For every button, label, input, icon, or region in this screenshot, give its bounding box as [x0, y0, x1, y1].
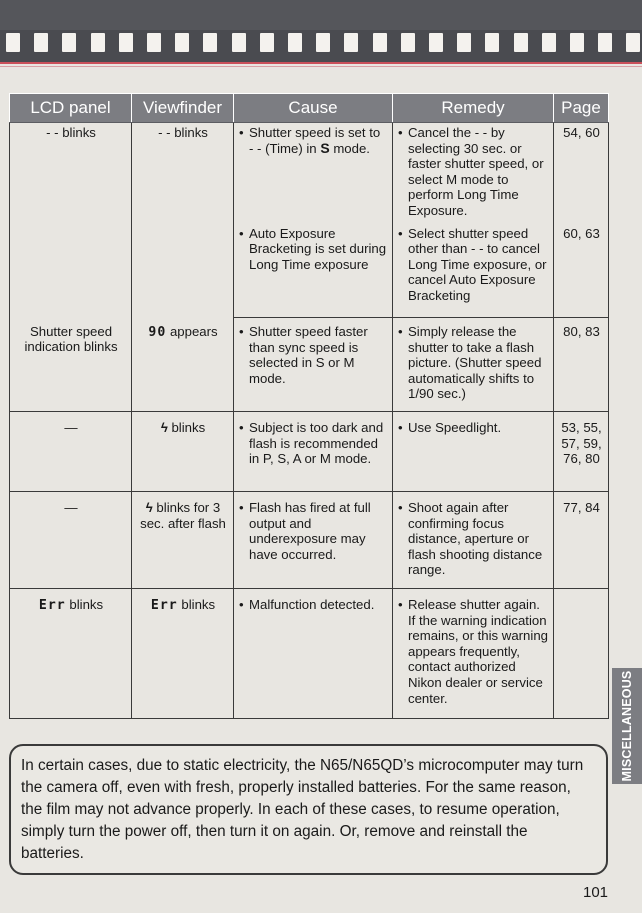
lcd-text: —	[64, 420, 78, 435]
table-row	[10, 589, 609, 719]
sprocket-hole	[62, 33, 76, 52]
cause-cell: • Shutter speed faster than sync speed is selected in S or M mode.	[234, 318, 393, 412]
error-glyph: Err	[150, 598, 178, 613]
viewfinder-cell	[132, 412, 234, 492]
viewfinder-cell	[132, 123, 234, 318]
viewfinder-text: blinks for 3 sec. after flash	[140, 500, 226, 531]
cause-cell: • Flash has fired at full output and underexposure may have occurred.	[234, 492, 393, 589]
sprocket-hole	[542, 33, 556, 52]
sprocket-hole	[147, 33, 161, 52]
cause-cell: • Subject is too dark and flash is recommended in P, S, A or M mode.	[234, 412, 393, 492]
sprocket-hole	[6, 33, 20, 52]
page-ref: 53, 55, 57, 59, 76, 80	[561, 420, 602, 467]
sprocket-hole	[232, 33, 246, 52]
sprocket-hole	[344, 33, 358, 52]
flash-icon: ϟ	[160, 420, 168, 435]
viewfinder-text: appears	[166, 323, 218, 339]
cause-cell: • Malfunction detected.	[234, 589, 393, 719]
sprocket-hole	[373, 33, 387, 52]
sprocket-hole	[175, 33, 189, 52]
lcd-text: - - blinks	[46, 125, 96, 140]
remedy-text: Cancel the - - by selecting 30 sec. or faster shutter speed, or select M mode to perform Long Time Exposure.	[408, 125, 544, 218]
page-ref: 60, 63	[563, 225, 600, 241]
cause-text: Subject is too dark and flash is recommended in P, S, A or M mode.	[249, 420, 384, 467]
viewfinder-text: - - blinks	[158, 125, 208, 140]
lcd-text: —	[64, 500, 78, 515]
troubleshooting-table	[9, 93, 609, 719]
header-page: Page	[554, 94, 609, 123]
sprocket-hole	[485, 33, 499, 52]
sprocket-hole	[316, 33, 330, 52]
page-cell	[554, 123, 609, 226]
page-cell	[554, 226, 609, 318]
cause-text: - - (Time) in	[249, 140, 321, 156]
page-cell	[554, 412, 609, 492]
cause-text: Shutter speed is set to	[249, 125, 381, 140]
page-ref: 77, 84	[563, 500, 600, 515]
remedy-cell: • Use Speedlight.	[393, 412, 554, 492]
table-row	[10, 318, 609, 412]
header-remedy: Remedy	[393, 94, 554, 123]
sprocket-hole	[34, 33, 48, 52]
page-ref: 80, 83	[563, 324, 600, 339]
page-number: 101	[583, 884, 609, 901]
lcd-text: Shutter speed indication blinks	[24, 323, 118, 355]
remedy-text: Use Speedlight.	[408, 420, 502, 435]
sprocket-hole	[598, 33, 612, 52]
sprocket-hole	[91, 33, 105, 52]
table-row	[10, 412, 609, 492]
lcd-cell	[10, 492, 132, 589]
lcd-cell	[10, 589, 132, 719]
accent-rule	[0, 62, 642, 64]
sprocket-hole	[119, 33, 133, 52]
header-lcd-panel: LCD panel	[10, 94, 132, 123]
sprocket-hole	[457, 33, 471, 52]
table-row	[10, 123, 609, 226]
sprocket-hole	[260, 33, 274, 52]
remedy-cell: • Shoot again after confirming focus distance, aperture or flash shooting distance range.	[393, 492, 554, 589]
cause-text: Shutter speed faster than sync speed is selected in S or M mode.	[249, 324, 368, 386]
cause-text: Malfunction detected.	[249, 597, 375, 612]
sprocket-hole	[288, 33, 302, 52]
lcd-text: blinks	[65, 597, 104, 612]
cause-text: Flash has fired at full output and underexposure may have occurred.	[249, 500, 371, 562]
viewfinder-cell	[132, 318, 234, 412]
page-cell	[554, 492, 609, 589]
remedy-cell: • Simply release the shutter to take a flash picture. (Shutter speed automatically shifts to 1/90 sec.)	[393, 318, 554, 412]
cause-cell: • Shutter speed is set to - - (Time) in S mode.	[234, 123, 393, 226]
remedy-text: Shoot again after confirming focus distance, aperture or flash shooting distance range.	[408, 500, 543, 578]
cause-cell: • Auto Exposure Bracketing is set during Long Time exposure	[234, 226, 393, 318]
page-ref: 54, 60	[563, 125, 600, 140]
page-cell	[554, 589, 609, 719]
note-text: In certain cases, due to static electricity, the N65/N65QD’s microcomputer may turn the camera off, even with fresh, properly installed batteries. For the same reason, the film may not advance properly. In each of these cases, to resume operation, simply turn the power off, then turn it on again. Or, remove and reinstall the batteries.	[21, 757, 584, 862]
sprocket-hole	[203, 33, 217, 52]
sprocket-hole	[570, 33, 584, 52]
accent-rule-thin	[0, 66, 642, 67]
film-strip-top-band	[0, 0, 642, 30]
remedy-cell: • Cancel the - - by selecting 30 sec. or faster shutter speed, or select M mode to perform Long Time Exposure.	[393, 123, 554, 226]
remedy-cell: • Select shutter speed other than - - to cancel Long Time exposure, or cancel Auto Exposure Bracketing	[393, 226, 554, 318]
viewfinder-cell	[132, 492, 234, 589]
lcd-cell	[10, 318, 132, 412]
sync-speed-glyph: 90	[148, 324, 167, 340]
lcd-cell	[10, 123, 132, 318]
static-electricity-note	[9, 744, 608, 875]
viewfinder-cell	[132, 589, 234, 719]
cause-text: mode.	[329, 140, 370, 156]
lcd-cell	[10, 412, 132, 492]
sprocket-hole	[429, 33, 443, 52]
sprocket-hole	[401, 33, 415, 52]
table-row	[10, 492, 609, 589]
sprocket-hole	[514, 33, 528, 52]
remedy-text: Release shutter again. If the warning indication remains, or this warning appears frequently, contact authorized Nikon dealer or service center.	[408, 597, 548, 706]
film-strip-banner	[0, 0, 642, 62]
header-viewfinder: Viewfinder	[132, 94, 234, 123]
remedy-cell: • Release shutter again. If the warning indication remains, or this warning appears frequently, contact authorized Nikon dealer or service center.	[393, 589, 554, 719]
page-cell	[554, 318, 609, 412]
sprocket-hole	[626, 33, 640, 52]
header-cause: Cause	[234, 94, 393, 123]
section-label: MISCELLANEOUS	[620, 670, 634, 782]
remedy-text: Select shutter speed other than - - to cancel Long Time exposure, or cancel Auto Exposure Bracketing	[408, 225, 547, 303]
remedy-text: Simply release the shutter to take a flash picture. (Shutter speed automatically shifts to 1/90 sec.)	[408, 324, 542, 402]
error-glyph: Err	[38, 598, 66, 613]
viewfinder-text: blinks	[167, 420, 206, 435]
cause-text: Auto Exposure Bracketing is set during Long Time exposure	[249, 225, 387, 272]
table-header-row	[10, 94, 609, 123]
viewfinder-text: blinks	[177, 597, 216, 612]
flash-icon: ϟ	[145, 500, 153, 515]
section-side-tab	[612, 668, 642, 784]
mode-letter: S	[320, 139, 330, 156]
